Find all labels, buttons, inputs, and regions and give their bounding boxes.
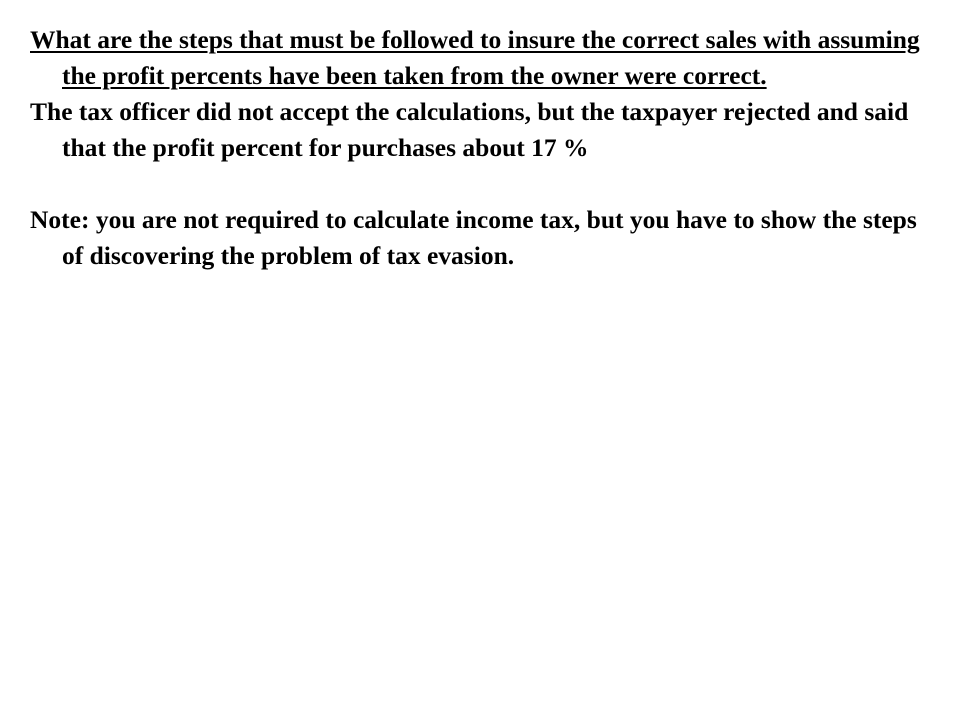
paragraph-spacer — [30, 166, 930, 202]
note-paragraph: Note: you are not required to calculate income tax, but you have to show the steps of discovering the problem of tax evasion. — [30, 205, 917, 270]
question-paragraph: What are the steps that must be followed to insure the correct sales with assuming the profit percents have been taken from the owner were correct. — [30, 25, 920, 90]
statement-paragraph: The tax officer did not accept the calculations, but the taxpayer rejected and said that the profit percent for purchases about 17 % — [30, 97, 909, 162]
slide-body — [30, 22, 930, 274]
